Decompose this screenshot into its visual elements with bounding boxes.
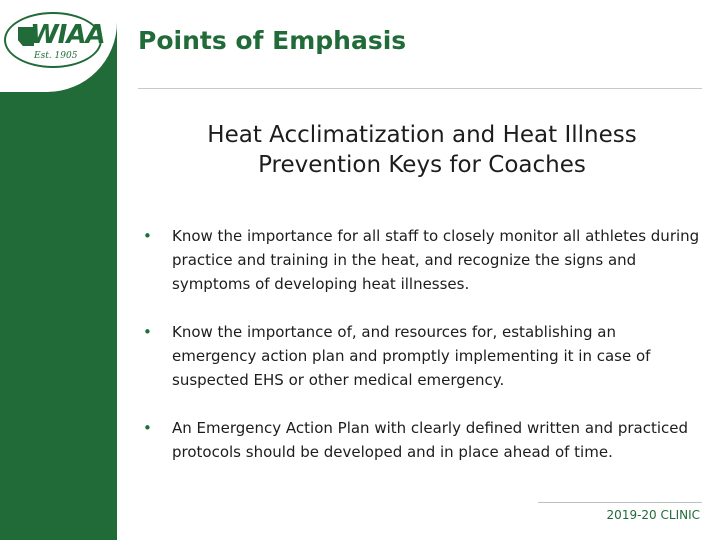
- bullet-text: Know the importance for all staff to closely monitor all athletes during practice and training in the heat, and recognize the signs and symptoms of developing heat illnesses.: [172, 227, 700, 293]
- bullet-item: [143, 416, 703, 464]
- logo-established: Est. 1905: [34, 51, 78, 61]
- logo-text: WIAA: [30, 20, 105, 50]
- bullet-dot-icon: •: [143, 323, 152, 341]
- title-divider: [138, 88, 702, 89]
- bullet-dot-icon: •: [143, 227, 152, 245]
- footer-divider: [538, 502, 702, 503]
- subtitle-line-2: Prevention Keys for Coaches: [258, 152, 586, 178]
- footer-label: 2019-20 CLINIC: [606, 508, 700, 522]
- bullet-dot-icon: •: [143, 419, 152, 437]
- subtitle-line-1: Heat Acclimatization and Heat Illness: [207, 122, 637, 148]
- bullet-list: [143, 224, 703, 488]
- bullet-text: Know the importance of, and resources for, establishing an emergency action plan and promptly implementing it in case of suspected EHS or other medical emergency.: [172, 323, 651, 389]
- bullet-item: [143, 320, 703, 392]
- bullet-text: An Emergency Action Plan with clearly defined written and practiced protocols should be developed and in place ahead of time.: [172, 419, 688, 461]
- slide-subtitle: [150, 120, 694, 180]
- slide-title: Points of Emphasis: [138, 26, 407, 55]
- bullet-item: [143, 224, 703, 296]
